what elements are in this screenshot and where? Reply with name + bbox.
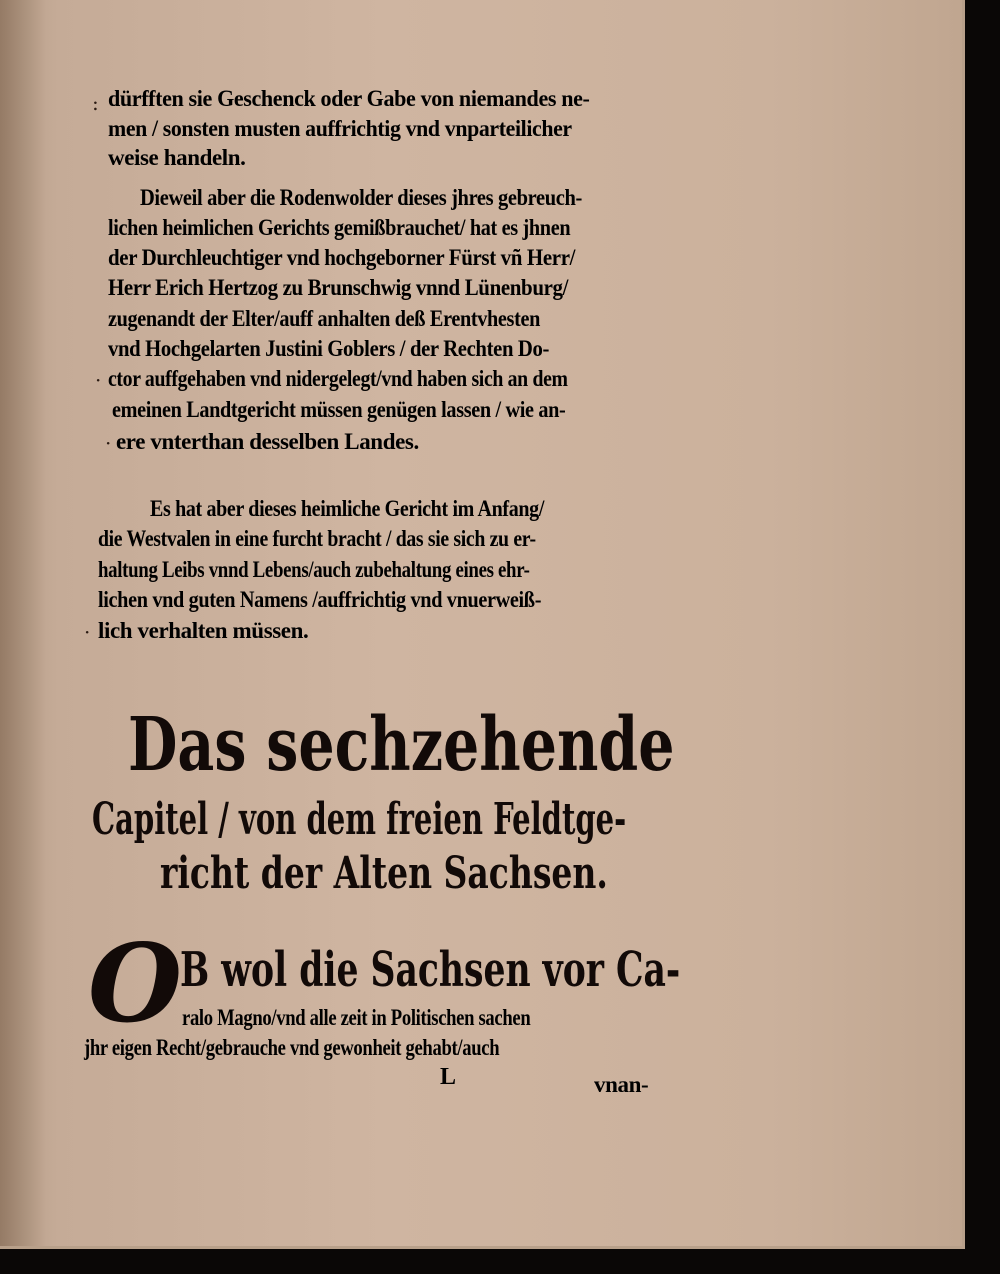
text-line: ere vnterthan desselben Landes. — [116, 429, 419, 454]
chapter-heading-subtitle: Capitel / von dem freien Feldtge- — [92, 794, 627, 845]
chapter-heading-subtitle: richt der Alten Sachsen. — [160, 848, 608, 899]
margin-dot-mark: · — [95, 368, 102, 392]
text-line: vnd Hochgelarten Justini Goblers / der Rechten Do- — [108, 336, 550, 361]
text-line: ctor auffgehaben vnd nidergelegt/vnd haben sich an dem — [108, 366, 568, 391]
text-line: weise handeln. — [108, 145, 246, 170]
text-line: ralo Magno/vnd alle zeit in Politischen sachen — [182, 1005, 531, 1030]
text-line: lichen heimlichen Gerichts gemißbrauchet/ hat es jhnen — [108, 215, 571, 240]
text-line: Dieweil aber die Rodenwolder dieses jhres gebreuch- — [140, 185, 583, 210]
text-line: emeinen Landtgericht müssen genügen lassen / wie an- — [112, 397, 566, 422]
text-line: der Durchleuchtiger vnd hochgeborner Fürst vñ Herr/ — [108, 245, 576, 270]
text-line: die Westvalen in eine furcht bracht / das sie sich zu er- — [98, 526, 536, 551]
text-line: haltung Leibs vnnd Lebens/auch zubehaltung eines ehr- — [98, 557, 530, 582]
text-line: zugenandt der Elter/auff anhalten deß Erentvhesten — [108, 306, 541, 331]
drop-initial-letter: O — [88, 921, 183, 1047]
margin-dot-mark: · — [105, 431, 112, 455]
margin-dot-mark: · — [84, 620, 91, 644]
signature-mark: L — [440, 1064, 456, 1090]
text-line: Es hat aber dieses heimliche Gericht im Anfang/ — [150, 496, 545, 521]
text-line: jhr eigen Recht/gebrauche vnd gewonheit gehabt/auch — [84, 1035, 500, 1060]
text-line: lich verhalten müssen. — [98, 618, 309, 643]
page-gutter-shadow — [0, 0, 46, 1246]
text-line: lichen vnd guten Namens /auffrichtig vnd vnuerweiß- — [98, 587, 542, 612]
catchword: vnan- — [594, 1072, 649, 1097]
text-line: Herr Erich Hertzog zu Brunschwig vnnd Lünenburg/ — [108, 275, 569, 300]
chapter-heading-title: Das sechzehende — [128, 702, 675, 788]
chapter-first-line: B wol die Sachsen vor Ca- — [180, 942, 681, 998]
text-line: men / sonsten musten auffrichtig vnd vnparteilicher — [108, 116, 572, 141]
text-line: dürfften sie Geschenck oder Gabe von niemandes ne- — [108, 86, 590, 111]
margin-colon-mark: : — [92, 91, 99, 115]
